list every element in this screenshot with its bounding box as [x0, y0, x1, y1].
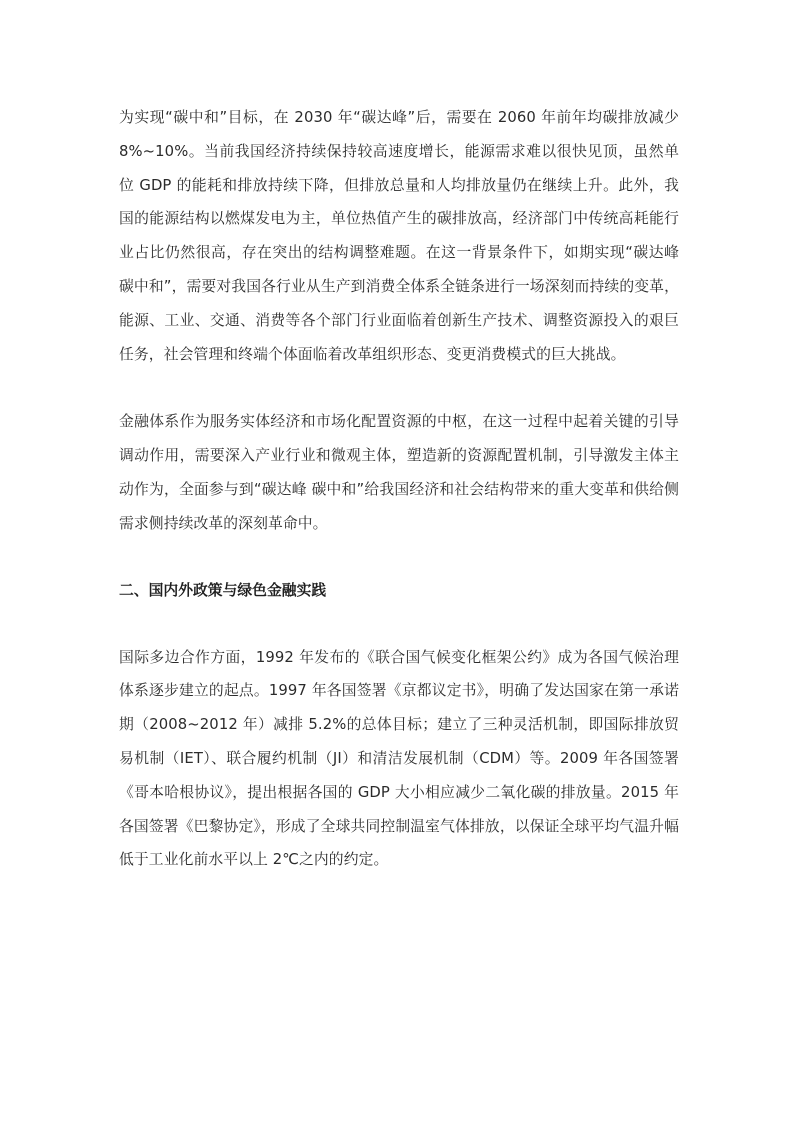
- paragraph-financial-system-role: 金融体系作为服务实体经济和市场化配置资源的中枢，在这一过程中起着关键的引导调动作用，需要深入产业行业和微观主体，塑造新的资源配置机制，引导激发主体主动作为，全面参与到“碳达峰 碳中和”给我国经济和社会结构带来的重大变革和供给侧需求侧持续改革的深刻革命中。: [119, 413, 679, 532]
- section-heading: 二、国内外政策与绿色金融实践: [119, 581, 327, 599]
- document-page: [119, 101, 679, 877]
- paragraph-international-cooperation: 国际多边合作方面，1992 年发布的《联合国气候变化框架公约》成为各国气候治理体系逐步建立的起点。1997 年各国签署《京都议定书》，明确了发达国家在第一承诺期（2008~2012 年）减排 5.2%的总体目标；建立了三种灵活机制，即国际排放贸易机制（IET）、联合履约机制（JI）和清洁发展机制（CDM）等。2009 年各国签署《哥本哈根协议》，提出根据各国的 GDP 大小相应减少二氧化碳的排放量。2015 年各国签署《巴黎协定》，形成了全球共同控制温室气体排放，以保证全球平均气温升幅低于工业化前水平以上 2℃之内的约定。: [119, 648, 679, 869]
- paragraph-carbon-neutrality-context: 为实现“碳中和”目标，在 2030 年“碳达峰”后，需要在 2060 年前年均碳排放减少 8%~10%。当前我国经济持续保持较高速度增长，能源需求难以很快见顶，虽然单位 GDP 的能耗和排放持续下降，但排放总量和人均排放量仍在继续上升。此外，我国的能源结构以燃煤发电为主，单位热值产生的碳排放高，经济部门中传统高耗能行业占比仍然很高，存在突出的结构调整难题。在这一背景条件下，如期实现“碳达峰 碳中和”，需要对我国各行业从生产到消费全体系全链条进行一场深刻而持续的变革，能源、工业、交通、消费等各个部门行业面临着创新生产技术、调整资源投入的艰巨任务，社会管理和终端个体面临着改革组织形态、变更消费模式的巨大挑战。: [119, 109, 679, 363]
